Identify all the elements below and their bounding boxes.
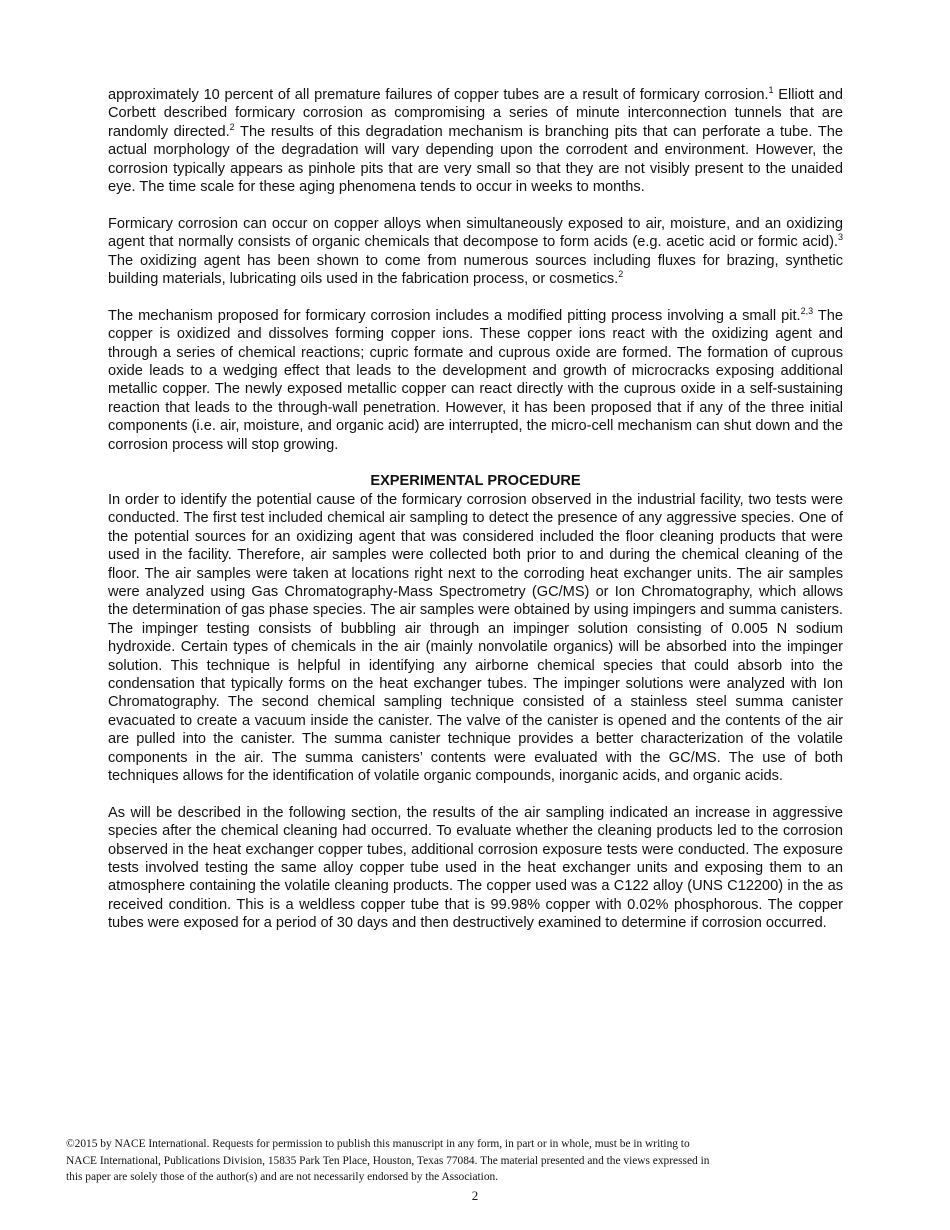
section-heading-experimental-procedure: EXPERIMENTAL PROCEDURE [370, 473, 581, 490]
footer-line: ©2015 by NACE International. Requests for permission to publish this manuscript in any form, in part or in whole, must be in writing to [66, 1138, 690, 1150]
paragraph-text: The mechanism proposed for formicary corrosion includes a modified pitting process involving a small pit. [108, 307, 801, 324]
paragraph-exposure-tests: As will be described in the following section, the results of the air sampling indicated an increase in aggressive species after the chemical cleaning had occurred. To evaluate whether the cleaning products led to the corrosion observed in the heat exchanger copper tubes, additional corrosion exposure tests were conducted. The exposure tests involved testing the same alloy copper tube used in the heat exchanger units and exposing them to an atmosphere containing the volatile cleaning products. The copper used was a C122 alloy (UNS C12200) in the as received condition. This is a weldless copper tube that is 99.98% copper with 0.02% phosphorous. The copper tubes were exposed for a period of 30 days and then destructively examined to determine if corrosion occurred. [108, 804, 843, 932]
paragraph-text: approximately 10 percent of all premature failures of copper tubes are a result of formicary corrosion. [108, 87, 769, 103]
body-text [108, 86, 843, 933]
paragraph-formicary-conditions [108, 215, 843, 289]
footer-line: NACE International, Publications Division, 15835 Park Ten Place, Houston, Texas 77084. The material presented and the views expressed in [66, 1154, 710, 1167]
paragraph-text: Elliott and Corbett described formicary corrosion as compromising a series of minute interconnection tunnels that are randomly directed. [108, 87, 843, 140]
reference-superscript: 2 [229, 121, 235, 132]
paragraph-text: The oxidizing agent has been shown to come from numerous sources including fluxes for brazing, synthetic building materials, lubricating oils used in the fabrication process, or cosmetics. [108, 252, 843, 288]
paragraph-text: Formicary corrosion can occur on copper alloys when simultaneously exposed to air, moisture, and an oxidizing agent that normally consists of organic chemicals that decompose to form acids (e.g. acetic acid or formic acid). [108, 215, 843, 251]
reference-superscript: 2,3 [800, 305, 814, 316]
paragraph-text: The copper is oxidized and dissolves forming copper ions. These copper ions react with the oxidizing agent and through a series of chemical reactions; cupric formate and cuprous oxide are formed. The formation of cuprous oxide leads to a wedging effect that leads to the development and growth of microcracks exposing additional metallic copper. The newly exposed metallic copper can react directly with the cuprous oxide in a self-sustaining reaction that leads to the through-wall penetration. However, it has been proposed that if any of the three initial components (i.e. air, moisture, and organic acid) are interrupted, the micro-cell mechanism can shut down and the corrosion process will stop growing. [108, 307, 843, 453]
reference-superscript: 2 [618, 269, 624, 280]
paragraph-formicary-failures [108, 86, 843, 196]
paragraph-mechanism [108, 307, 843, 454]
footer-line: this paper are solely those of the author(s) and are not necessarily endorsed by the Association. [66, 1171, 499, 1184]
page-number: 2 [471, 1188, 479, 1203]
reference-superscript: 1 [768, 85, 774, 95]
reference-superscript: 3 [837, 232, 843, 243]
copyright-footer [66, 1136, 786, 1186]
paragraph-text: The results of this degradation mechanism is branching pits that can perforate a tube. The actual morphology of the degradation will vary depending upon the corrodent and environment. However, the corrosion typically appears as pinhole pits that are very small so that they are not visibly present to the unaided eye. The time scale for these aging phenomena tends to occur in weeks to months. [108, 123, 843, 196]
paragraph-air-sampling: In order to identify the potential cause of the formicary corrosion observed in the industrial facility, two tests were conducted. The first test included chemical air sampling to detect the presence of any aggressive species. One of the potential sources for an oxidizing agent that was considered included the floor cleaning products that were used in the facility. Therefore, air samples were collected both prior to and during the chemical cleaning of the floor. The air samples were taken at locations right next to the corroding heat exchanger units. The air samples were analyzed using Gas Chromatography-Mass Spectrometry (GC/MS) or Ion Chromatography, which allows the determination of gas phase species. The air samples were obtained by using impingers and summa canisters. The impinger testing consists of bubbling air through an impinger solution consisting of 0.005 N sodium hydroxide. Certain types of chemicals in the air (mainly nonvolatile organics) will be absorbed into the impinger solution. This technique is helpful in identifying any airborne chemical species that could absorb into the condensation that typically forms on the heat exchanger tubes. The impinger solutions were analyzed with Ion Chromatography. The second chemical sampling technique consisted of a stainless steel summa canister evacuated to create a vacuum inside the canister. The valve of the canister is opened and the contents of the air are pulled into the canister. The summa canister technique provides a better characterization of the volatile components in the air. The summa canisters’ contents were evaluated with the GC/MS. The use of both techniques allows for the identification of volatile organic compounds, inorganic acids, and organic acids. [108, 491, 843, 784]
